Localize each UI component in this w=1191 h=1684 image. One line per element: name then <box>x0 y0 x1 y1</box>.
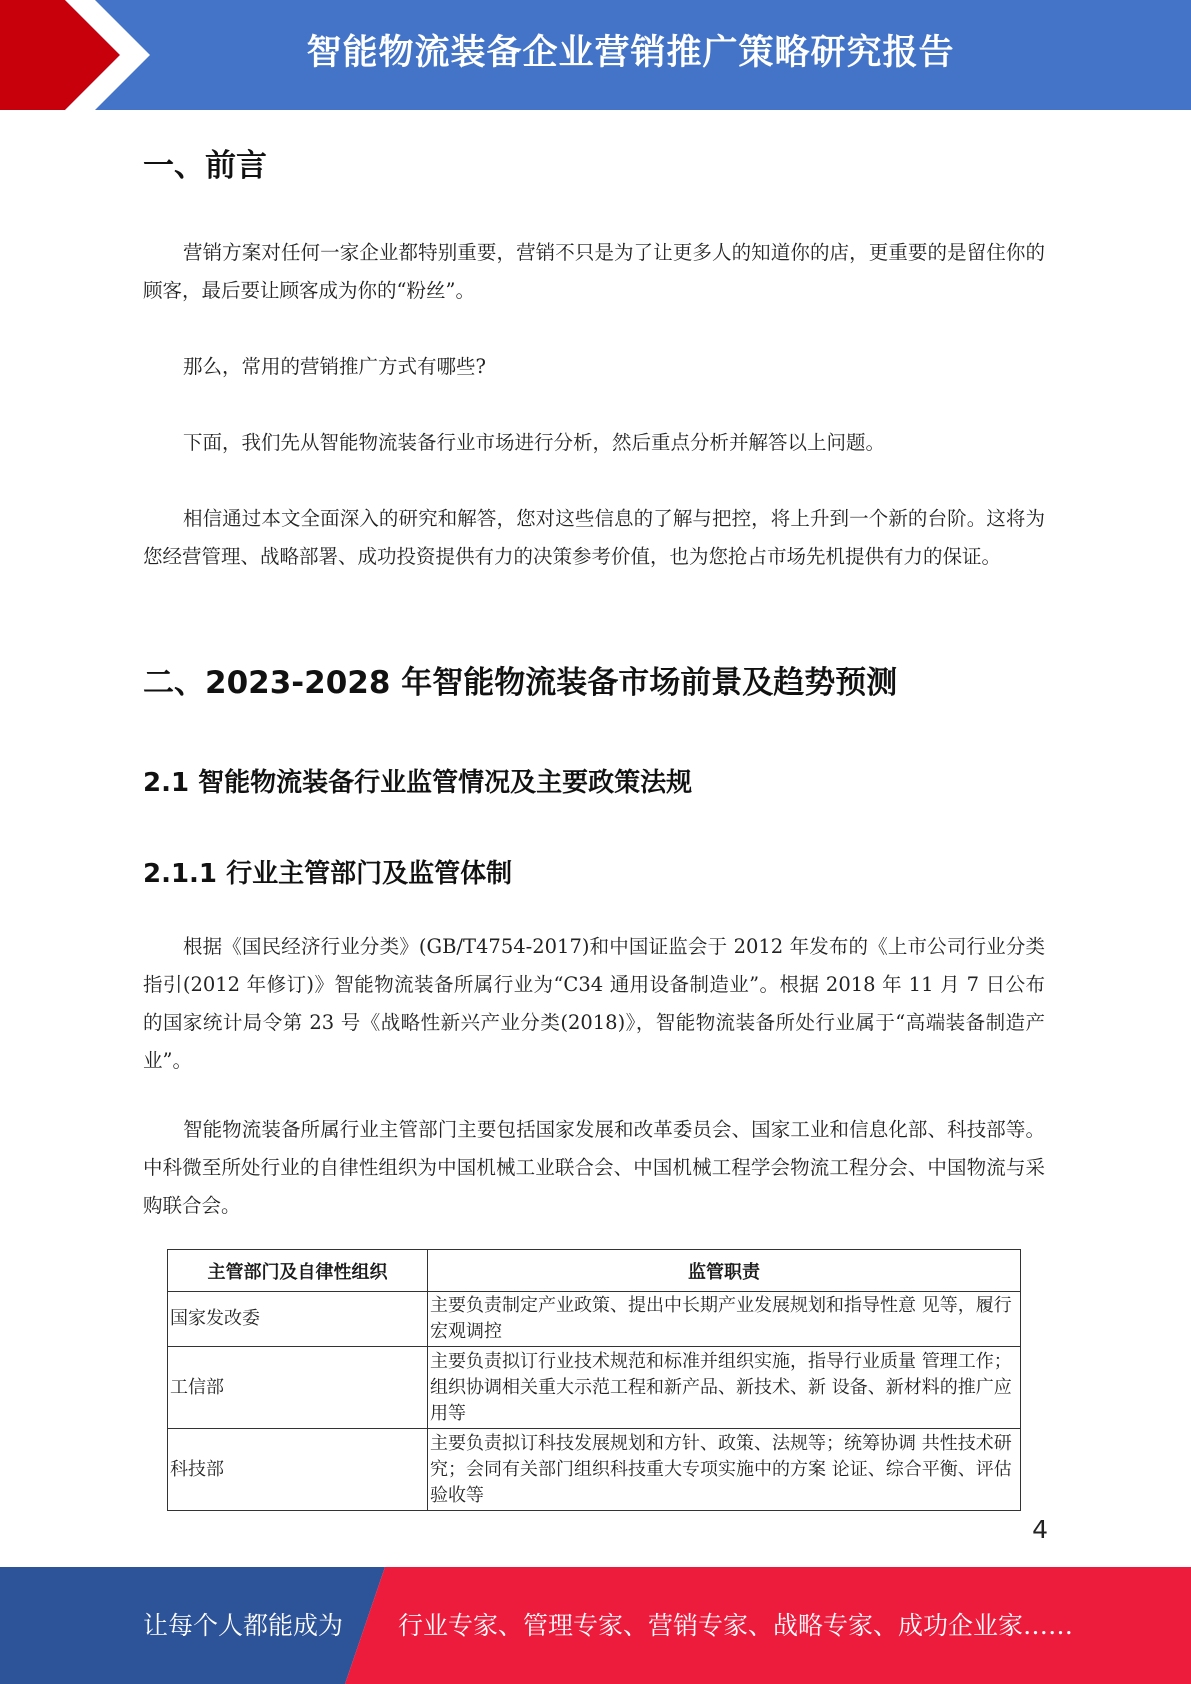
page-header <box>0 0 1191 110</box>
paragraph: 智能物流装备所属行业主管部门主要包括国家发展和改革委员会、国家工业和信息化部、科技部等。中科微至所处行业的自律性组织为中国机械工业联合会、中国机械工程学会物流工程分会、中国物流与采购联合会。 <box>143 1118 1045 1217</box>
paragraph: 那么，常用的营销推广方式有哪些? <box>183 355 486 378</box>
page-footer <box>0 1567 1191 1684</box>
paragraph: 根据《国民经济行业分类》(GB/T4754-2017)和中国证监会于 2012 年发布的《上市公司行业分类指引(2012 年修订)》智能物流装备所属行业为“C34 通用设备制造业”。根据 2018 年 11 月 7 日公布的国家统计局令第 23 号《战略性新兴产业分类(2018)》，智能物流装备所处行业属于“高端装备制造产业”。 <box>143 935 1045 1072</box>
duty-cell: 主要负责制定产业政策、提出中长期产业发展规划和指导性意 见等，履行宏观调控 <box>428 1292 1021 1347</box>
page-number: 4 <box>1032 1515 1048 1544</box>
column-header-org: 主管部门及自律性组织 <box>168 1250 428 1292</box>
subsection-title: 2.1 智能物流装备行业监管情况及主要政策法规 <box>143 768 693 798</box>
footer-slogan-left: 让每个人都能成为 <box>143 1611 344 1640</box>
subsubsection-title: 2.1.1 行业主管部门及监管体制 <box>143 859 513 889</box>
footer-slogan-right: 行业专家、管理专家、营销专家、战略专家、成功企业家…… <box>398 1611 1074 1640</box>
section-title-forecast: 二、2023-2028 年智能物流装备市场前景及趋势预测 <box>143 665 898 701</box>
table-row <box>168 1292 1021 1347</box>
paragraph: 下面，我们先从智能物流装备行业市场进行分析，然后重点分析并解答以上问题。 <box>183 431 886 454</box>
section-title-preface: 一、前言 <box>143 148 267 184</box>
org-cell: 科技部 <box>168 1429 428 1511</box>
duty-cell: 主要负责拟订行业技术规范和标准并组织实施，指导行业质量 管理工作；组织协调相关重大示范工程和新产品、新技术、新 设备、新材料的推广应用等 <box>428 1347 1021 1429</box>
table-header-row <box>168 1250 1021 1292</box>
regulatory-table <box>167 1249 1021 1511</box>
org-cell: 工信部 <box>168 1347 428 1429</box>
paragraph: 相信通过本文全面深入的研究和解答，您对这些信息的了解与把控，将上升到一个新的台阶。这将为您经营管理、战略部署、成功投资提供有力的决策参考价值，也为您抢占市场先机提供有力的保证。 <box>143 507 1045 568</box>
org-cell: 国家发改委 <box>168 1292 428 1347</box>
table-row <box>168 1429 1021 1511</box>
paragraph: 营销方案对任何一家企业都特别重要，营销不只是为了让更多人的知道你的店，更重要的是留住你的顾客，最后要让顾客成为你的“粉丝”。 <box>143 241 1045 302</box>
report-title: 智能物流装备企业营销推广策略研究报告 <box>306 33 955 73</box>
duty-cell: 主要负责拟订科技发展规划和方针、政策、法规等；统筹协调 共性技术研究；会同有关部门组织科技重大专项实施中的方案 论证、综合平衡、评估验收等 <box>428 1429 1021 1511</box>
column-header-duty: 监管职责 <box>428 1250 1021 1292</box>
table-row <box>168 1347 1021 1429</box>
